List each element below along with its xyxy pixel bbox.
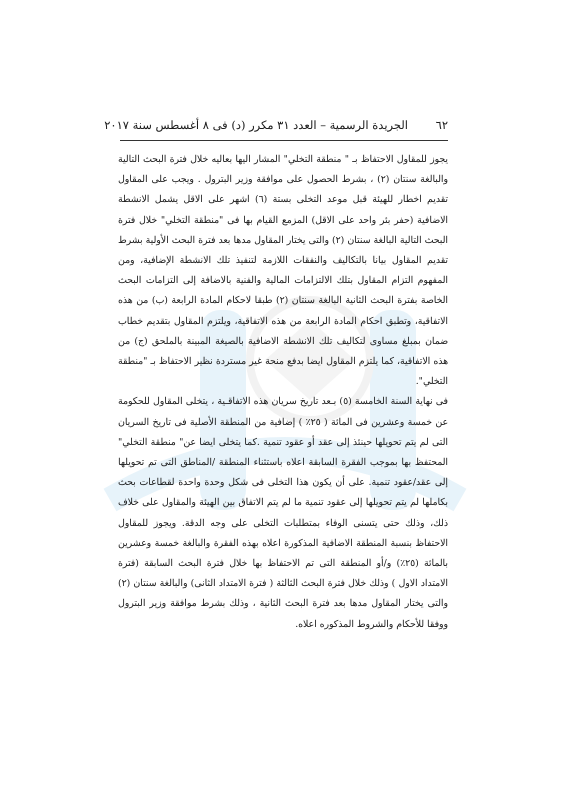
page-header — [104, 118, 448, 138]
page-number: ٦٢ — [435, 118, 448, 132]
gazette-title: الجريدة الرسمية – العدد ٣١ مكرر (د) فى ٨ أغسطس سنة ٢٠١٧ — [104, 118, 408, 132]
paragraph: فى نهاية السنة الخامسة (٥) بـعد تاريخ سريان هذه الاتفاقـية ، يتخلى المقاول للحكومة عن خمسة وعشرين فى المائة ( ٢٥٪ ) إضافية من المنطقة الأصلية فى تاريخ السريان التى لم يتم تحويلها حينئذ إلى عقد أو عقود تنمية .كما يتخلى ايضا عن" منطقة التخلي" المحتفظ بها بموجب الفقرة السابقة اعلاه باستثناء المنطقة /المناطق التى تم تحويلها إلى عقد/عقود تنمية. على أن يكون هذا التخلى فى شكل وحدة واحدة لقطاعات بحث بكاملها لم يتم تحويلها إلى عقود تنمية ما لم يتم الاتفاق بين الهيئة والمقاول على خلاف ذلك، وذلك حتى يتسنى الوفاء بمتطلبات التخلى على وجه الدقة. ويجوز للمقاول الاحتفاظ بنسبة المنطقة الاضافية المذكورة اعلاه بهذه الفقرة والبالغة خمسة وعشرين بالمائة (٢٥٪) و/أو المنطقة التى تم الاحتفاظ بها خلال فترة البحث السابقة (فترة الامتداد الاول ) وذلك خلال فترة البحث الثالثة ( فترة الامتداد الثانى) والبالغة سنتان (٢) والتى يختار المقاول مدها بعد فترة البحث الثانية ، وذلك بشرط موافقة وزير البترول ووفقا للأحكام والشروط المذكوره اعلاه. — [118, 396, 448, 630]
header-divider — [120, 140, 448, 141]
paragraph: يجوز للمقاول الاحتفاظ بـ " منطقة التخلي" المشار اليها بعاليه خلال فترة البحث التالية والبالغة سنتان (٢) ، بشرط الحصول على موافقة وزير البترول . ويجب على المقاول تقديم اخطار للهيئة قبل موعد التخلى بستة (٦) اشهر على الاقل يشمل الانشطة الاضافية (حفر بئر واحد على الاقل) المزمع القيام بها فى "منطقة التخلي" خلال فترة البحث التالية البالغة سنتان (٢) والتى يختار المقاول مدها بعد فترة البحث الأولية بشرط تقديم المقاول بيانا بالتكاليف والنفقات اللازمة لتنفيذ تلك الانشطة الإضافية، ومن المفهوم التزام المقاول بتلك الالتزامات المالية والفنية بالاضافة إلى التزامات البحث الخاصة بفترة البحث الثانية البالغة سنتان (٢) طبقا لاحكام المادة الرابعة (ب) من هذه الاتفاقية، وتطبق احكام المادة الرابعة من هذه الاتفاقية، ويلتزم المقاول بتقديم خطاب ضمان بمبلغ مساوى لتكاليف تلك الانشطة الاضافية بالصيغة المبينة بالملحق (ج) من هذه الاتفاقية، كما يلتزم المقاول ايضا بدفع منحة غير مستردة نظير الاحتفاظ بـ "منطقة التخلي". — [118, 154, 448, 388]
document-body — [118, 150, 448, 635]
